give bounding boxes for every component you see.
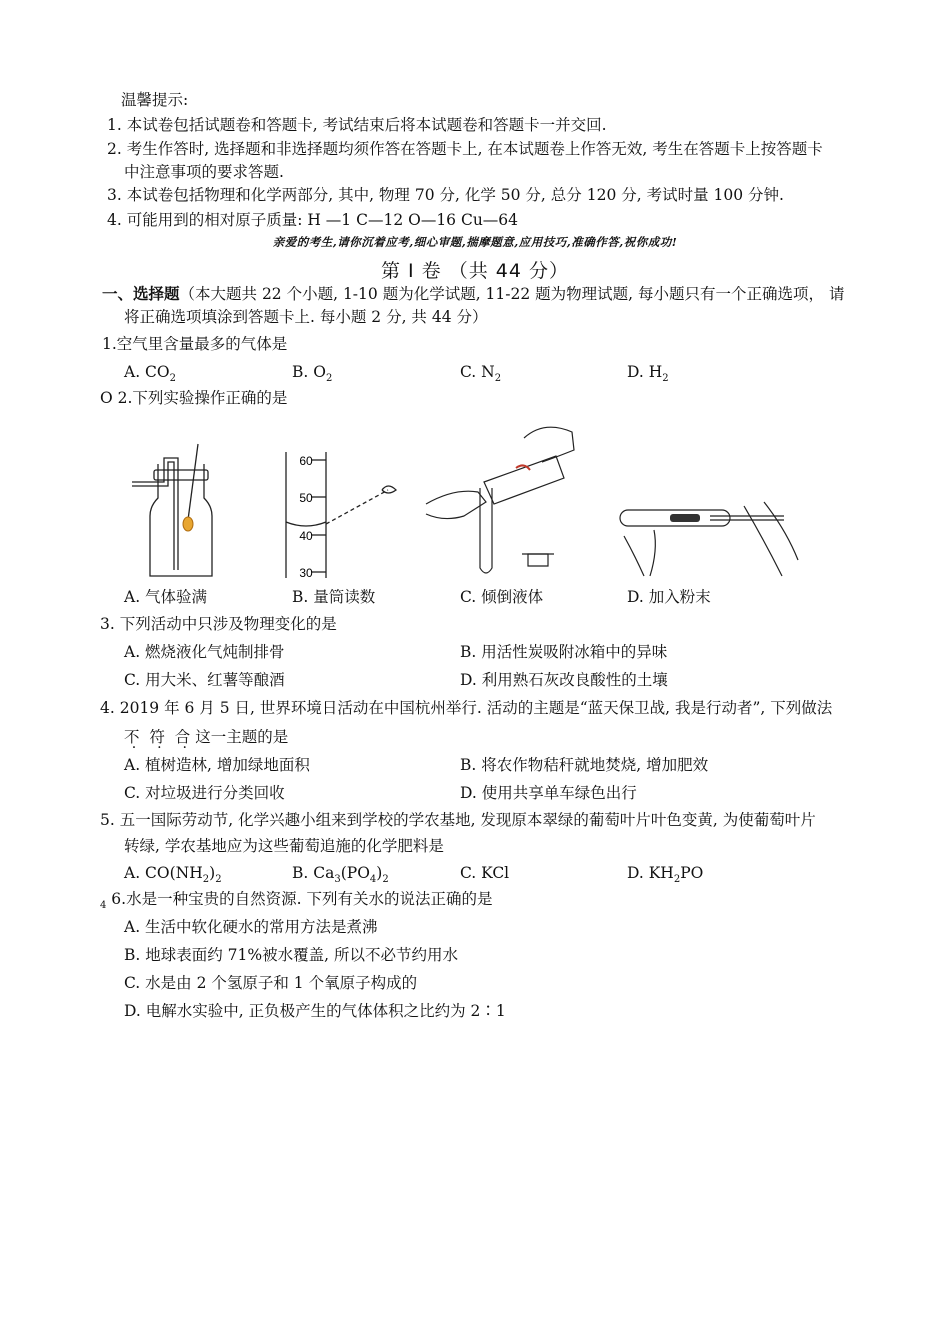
q3-option-b: B. 用活性炭吸附冰箱中的异味 (460, 643, 668, 661)
section-desc-2: 将正确选项填涂到答题卡上. 每小题 2 分, 共 44 分） (124, 308, 488, 326)
powder-icon (670, 514, 700, 522)
q2-option-a: A. 气体验满 (124, 588, 208, 606)
q2-stem: O 2.下列实验操作正确的是 (100, 389, 288, 407)
q3-option-c: C. 用大米、红薯等酿酒 (124, 671, 285, 689)
tip-item-2: 2. 考生作答时, 选择题和非选择题均须作答在答题卡上, 在本试题卷上作答无效, 考生在答题卡上按答题卡 (107, 140, 823, 158)
gas-bottle-figure (120, 440, 220, 580)
tip-item-1: 1. 本试卷包括试题卷和答题卡, 考试结束后将本试题卷和答题卡一并交回. (107, 116, 607, 134)
burning-stick-icon (183, 517, 193, 531)
q1-option-a: A. $CO_2$ (124, 363, 176, 385)
pouring-liquid-figure (424, 418, 584, 583)
measuring-cylinder-figure (276, 448, 416, 583)
q5-option-a: A. $CO(NH_2)_2$ (124, 864, 222, 886)
q2-option-b: B. 量筒读数 (292, 588, 376, 606)
adding-powder-figure (614, 490, 804, 580)
q6-option-c: C. 水是由 2 个氢原子和 1 个氧原子构成的 (124, 974, 418, 992)
section-label: 一、选择题 (102, 285, 180, 303)
q5-option-d: D. $KH_2PO$ (627, 864, 704, 886)
tips-heading: 温馨提示: (121, 91, 189, 109)
tip-item-4: 4. 可能用到的相对原子质量: H —1 C—12 O—16 Cu—64 (107, 211, 519, 229)
q6-option-d: D. 电解水实验中, 正负极产生的气体体积之比约为 2∶1 (124, 1002, 506, 1020)
q3-option-a: A. 燃烧液化气炖制排骨 (124, 643, 285, 661)
q2-option-c: C. 倾倒液体 (460, 588, 544, 606)
tick-label-60: 60 (299, 454, 313, 468)
q1-option-d: D. $H_2$ (627, 363, 669, 385)
q4-option-c: C. 对垃圾进行分类回收 (124, 784, 285, 802)
q1-option-c: C. $N_2$ (460, 363, 502, 385)
q1-option-b: B. $O_2$ (292, 363, 333, 385)
tick-label-40: 40 (299, 529, 313, 543)
tick-label-50: 50 (299, 491, 313, 505)
encouragement-motto: 亲爱的考生,请你沉着应考,细心审题,揣摩题意,应用技巧,准确作答,祝你成功! (272, 235, 678, 249)
section-desc-1: （本大题共 22 个小题, 1-10 题为化学试题, 11-22 题为物理试题, 每小题只有一个正确选项， 请 (179, 285, 845, 303)
q5-option-b: B. $Ca_3(PO_4)_2$ (292, 864, 389, 886)
tip-item-3: 3. 本试卷包括物理和化学两部分, 其中, 物理 70 分, 化学 50 分, 总分 120 分, 考试时量 100 分钟. (107, 186, 784, 204)
q4-option-b: B. 将农作物秸秆就地焚烧, 增加肥效 (460, 756, 709, 774)
q2-option-d: D. 加入粉末 (627, 588, 711, 606)
q3-stem: 3. 下列活动中只涉及物理变化的是 (100, 615, 337, 633)
tip-item-2-cont: 中注意事项的要求答题. (124, 163, 284, 181)
q6-option-a: A. 生活中软化硬水的常用方法是煮沸 (124, 918, 378, 936)
volume-title: 第 I 卷 （共 44 分） (381, 260, 569, 282)
q5-stem-1: 5. 五一国际劳动节, 化学兴趣小组来到学校的学农基地, 发现原本翠绿的葡萄叶片叶色变黄, 为使葡萄叶片 (100, 811, 816, 829)
q4-stem-2: 不 符 合 这一主题的是 (124, 728, 289, 746)
section-header (102, 284, 844, 304)
tick-label-30: 30 (299, 566, 313, 580)
q4-stem-1: 4. 2019 年 6 月 5 日, 世界环境日活动在中国杭州举行. 活动的主题是“蓝天保卫战, 我是行动者”, 下列做法 (100, 699, 833, 717)
q4-option-d: D. 使用共享单车绿色出行 (460, 784, 637, 802)
q5-option-c: C. KCl (460, 864, 510, 882)
q3-option-d: D. 利用熟石灰改良酸性的土壤 (460, 671, 668, 689)
q1-stem: 1.空气里含量最多的气体是 (102, 335, 288, 353)
q4-option-a: A. 植树造林, 增加绿地面积 (124, 756, 310, 774)
q6-option-b: B. 地球表面约 71%被水覆盖, 所以不必节约用水 (124, 946, 458, 964)
q6-stem: $_4$ 6.水是一种宝贵的自然资源. 下列有关水的说法正确的是 (100, 890, 493, 912)
q5-stem-2: 转绿, 学农基地应为这些葡萄追施的化学肥料是 (124, 837, 444, 855)
